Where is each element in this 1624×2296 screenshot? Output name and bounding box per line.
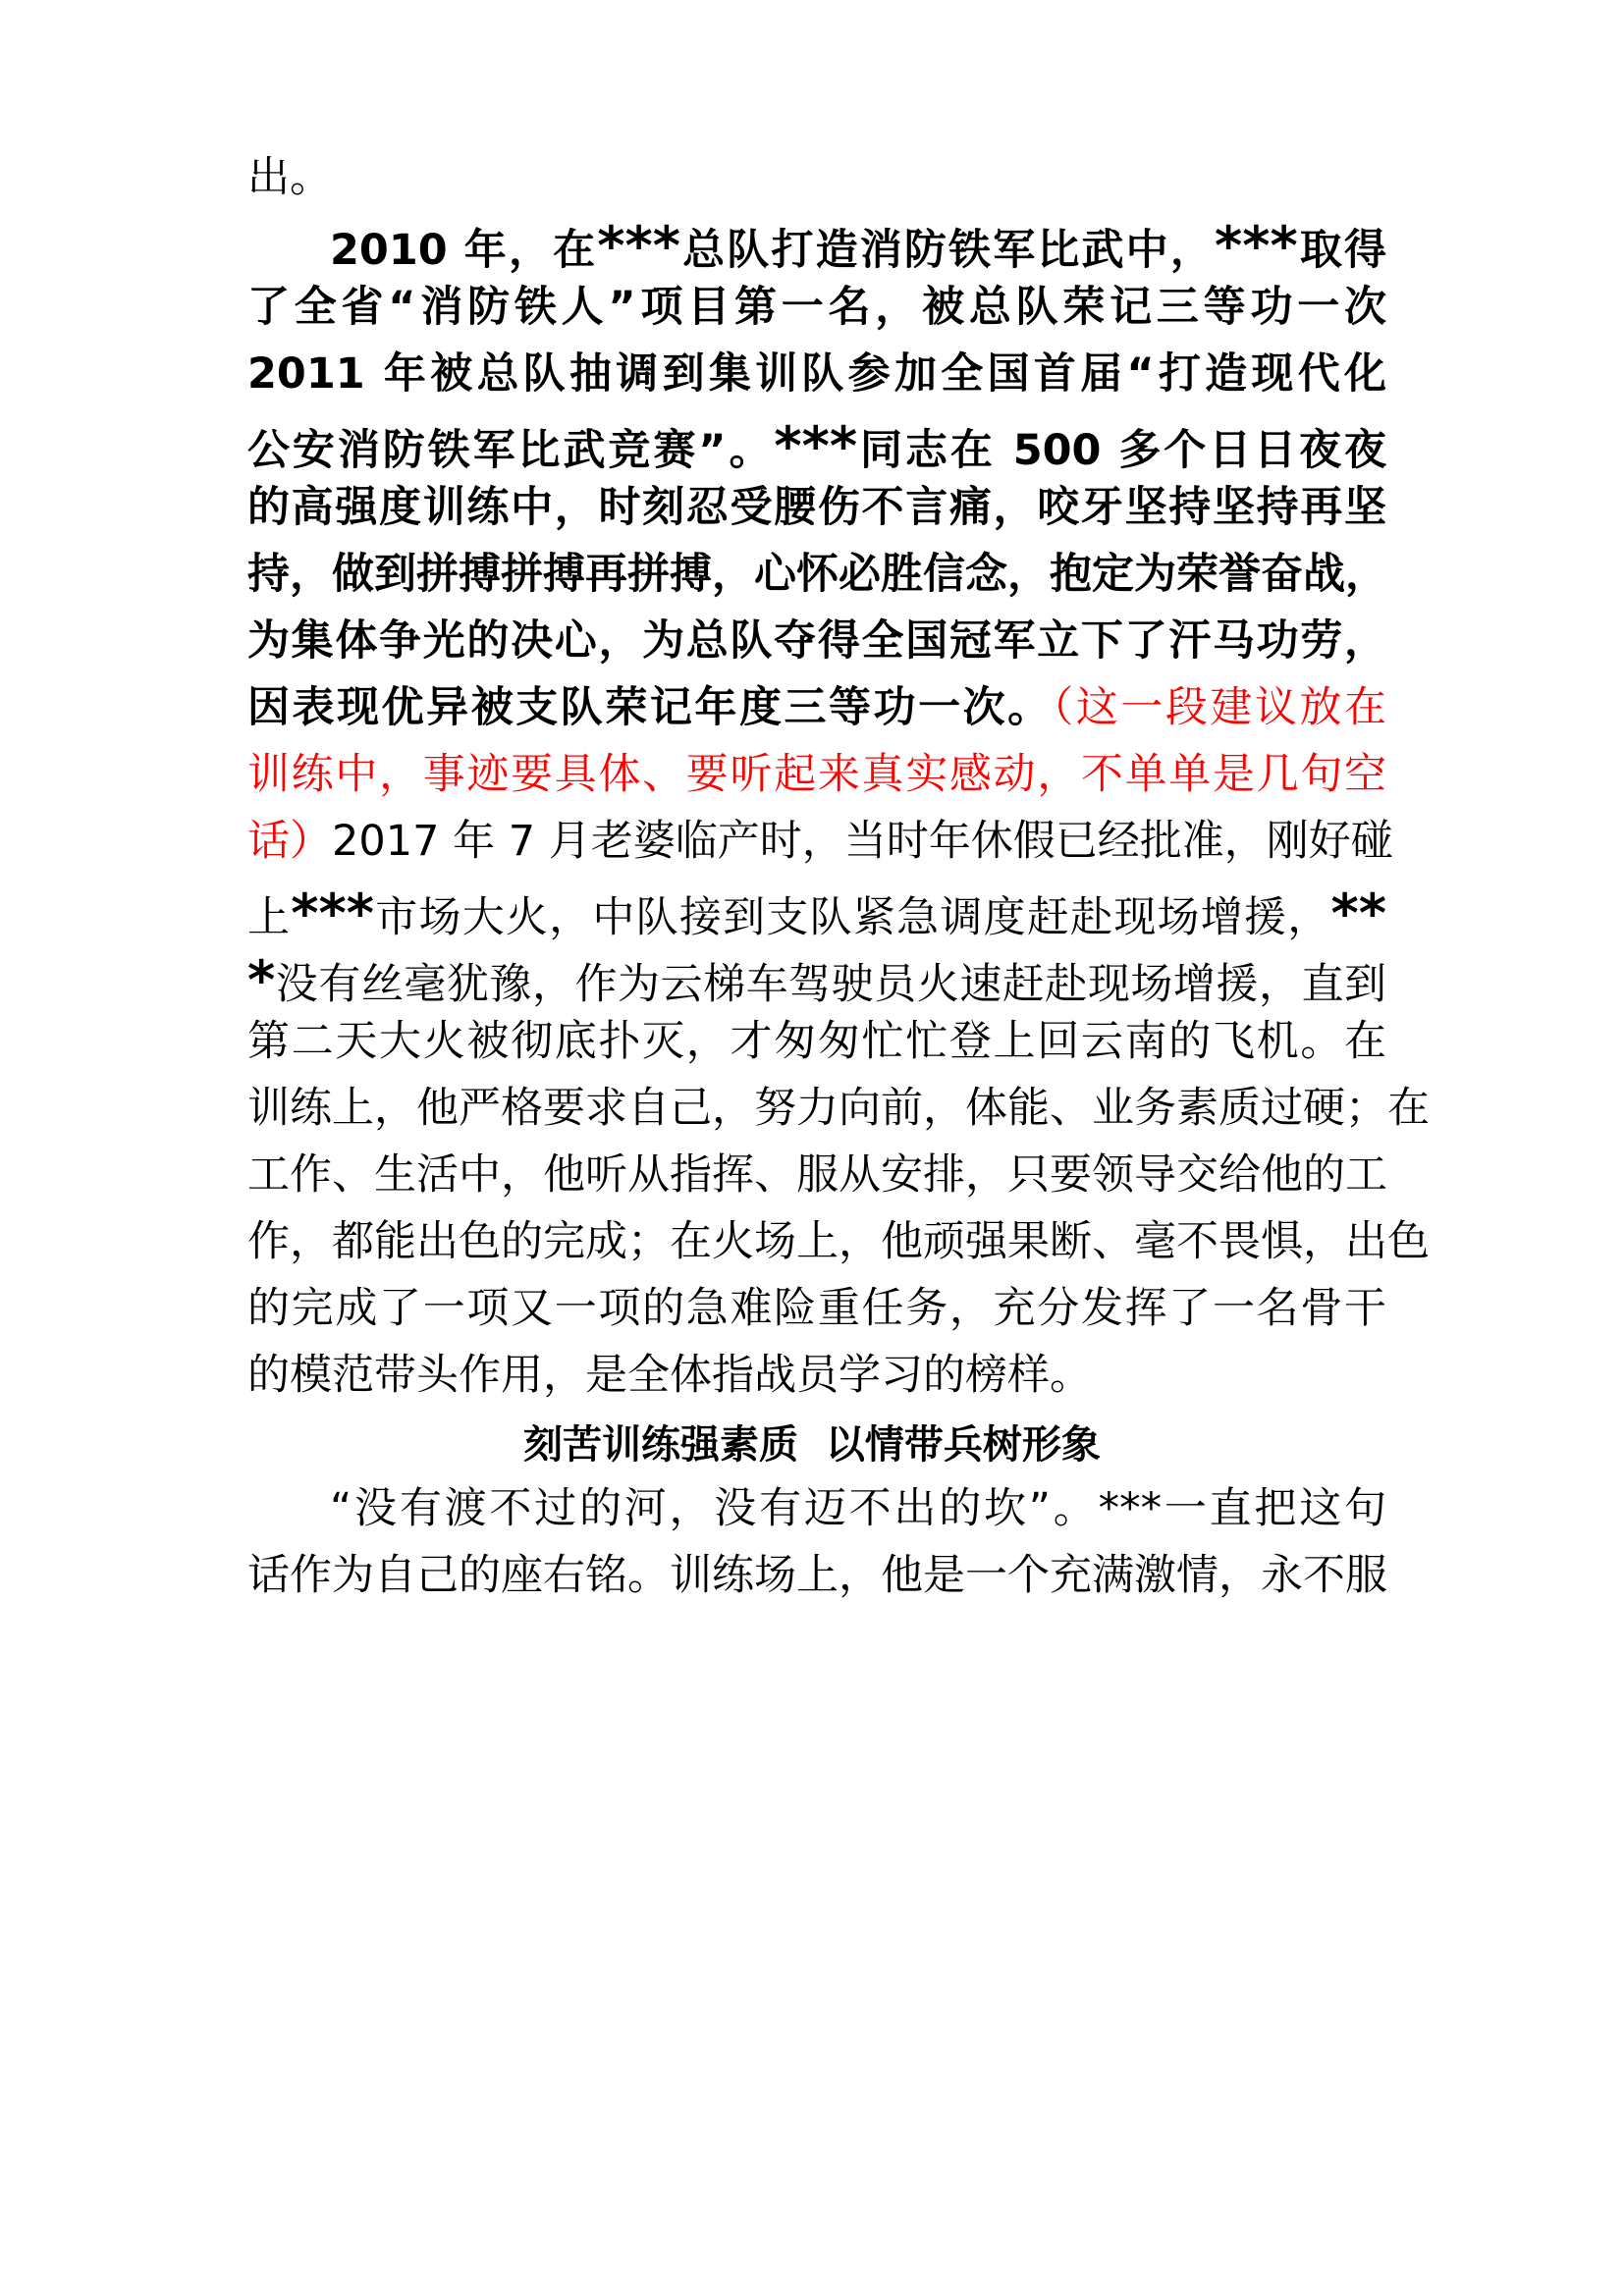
text-segment: 了全省“消防铁人”项目第一名，被总队荣记三等功一次: [247, 283, 1386, 332]
text-line: [330, 215, 1387, 277]
text-segment: ***: [1214, 215, 1298, 277]
text-line: [247, 283, 1386, 332]
text-segment: 训练上，他严格要求自己，努力向前，体能、业务素质过硬；在: [247, 1084, 1430, 1133]
text-segment: 话作为自己的座右铭。训练场上，他是一个充满激情，永不服: [247, 1551, 1387, 1600]
text-line: [247, 415, 1387, 477]
text-segment: 2010 年，在: [330, 226, 598, 275]
text-line: [247, 1084, 1430, 1133]
text-line: [247, 683, 1387, 732]
text-line: [247, 1284, 1386, 1333]
text-segment: 训练中，事迹要具体、要听起来真实感动，不单单是几句空: [247, 750, 1386, 799]
text-segment: *: [247, 949, 276, 1011]
text-segment: 第二天大火被彻底扑灭，才匆匆忙忙登上回云南的飞机。在: [247, 1017, 1386, 1066]
text-segment: 因表现优异被支队荣记年度三等功一次。: [247, 683, 1053, 732]
text-line: [247, 750, 1386, 799]
text-segment: 公安消防铁军比武竞赛”。: [247, 426, 775, 475]
text-segment: “没有渡不过的河，没有迈不出的坎”。***一直把这句: [330, 1484, 1386, 1533]
text-line: [247, 349, 1386, 399]
text-segment: 为集体争光的决心，为总队夺得全国冠军立下了汗马功劳，: [247, 616, 1386, 666]
text-line: [247, 1551, 1387, 1600]
text-line: [247, 616, 1386, 666]
text-segment: 出。: [247, 153, 332, 202]
text-line: [247, 882, 1387, 944]
text-line: [330, 1484, 1386, 1533]
text-segment: 持，做到拼搏拼搏再拼搏，心怀必胜信念，抱定为荣誉奋战，: [247, 550, 1387, 599]
text-line: [247, 1351, 1092, 1400]
text-line: [247, 949, 1386, 1011]
text-segment: 取得: [1297, 226, 1387, 275]
text-segment: 市场大火，中队接到支队紧急调度赶赴现场增援，: [373, 893, 1331, 942]
text-segment: ***: [597, 215, 680, 277]
text-segment: 总队打造消防铁军比武中，: [679, 226, 1215, 275]
text-line: [247, 817, 1393, 866]
section-heading: [0, 1422, 1624, 1468]
text-segment: 的模范带头作用，是全体指战员学习的榜样。: [247, 1351, 1092, 1400]
text-line: [247, 153, 332, 202]
text-segment: ***: [774, 415, 858, 477]
text-segment: 工作、生活中，他听从指挥、服从安排，只要领导交给他的工: [247, 1150, 1387, 1200]
text-segment: 的高强度训练中，时刻忍受腰伤不言痛，咬牙坚持坚持再坚: [247, 483, 1386, 532]
text-segment: 话）: [247, 817, 332, 866]
text-segment: （这一段建议放在: [1052, 683, 1387, 732]
text-line: [247, 1017, 1386, 1066]
text-line: [247, 483, 1386, 532]
text-segment: **: [1330, 882, 1387, 944]
text-line: [247, 1150, 1387, 1200]
text-segment: 没有丝毫犹豫，作为云梯车驾驶员火速赶赴现场增援，直到: [275, 960, 1386, 1009]
text-segment: 作，都能出色的完成；在火场上，他顽强果断、毫不畏惧，出色: [247, 1217, 1430, 1266]
text-segment: 同志在 500 多个日日夜夜: [857, 426, 1387, 475]
text-segment: 2017 年 7 月老婆临产时，当时年休假已经批准，刚好碰: [332, 817, 1393, 866]
text-line: [247, 1217, 1430, 1266]
text-segment: 刻苦训练强素质 以情带兵树形象: [523, 1422, 1101, 1468]
text-line: [247, 550, 1387, 599]
text-segment: ***: [291, 882, 374, 944]
text-segment: 上: [247, 893, 292, 942]
text-segment: 2011 年被总队抽调到集训队参加全国首届“打造现代化: [247, 349, 1386, 399]
text-segment: 的完成了一项又一项的急难险重任务，充分发挥了一名骨干: [247, 1284, 1386, 1333]
